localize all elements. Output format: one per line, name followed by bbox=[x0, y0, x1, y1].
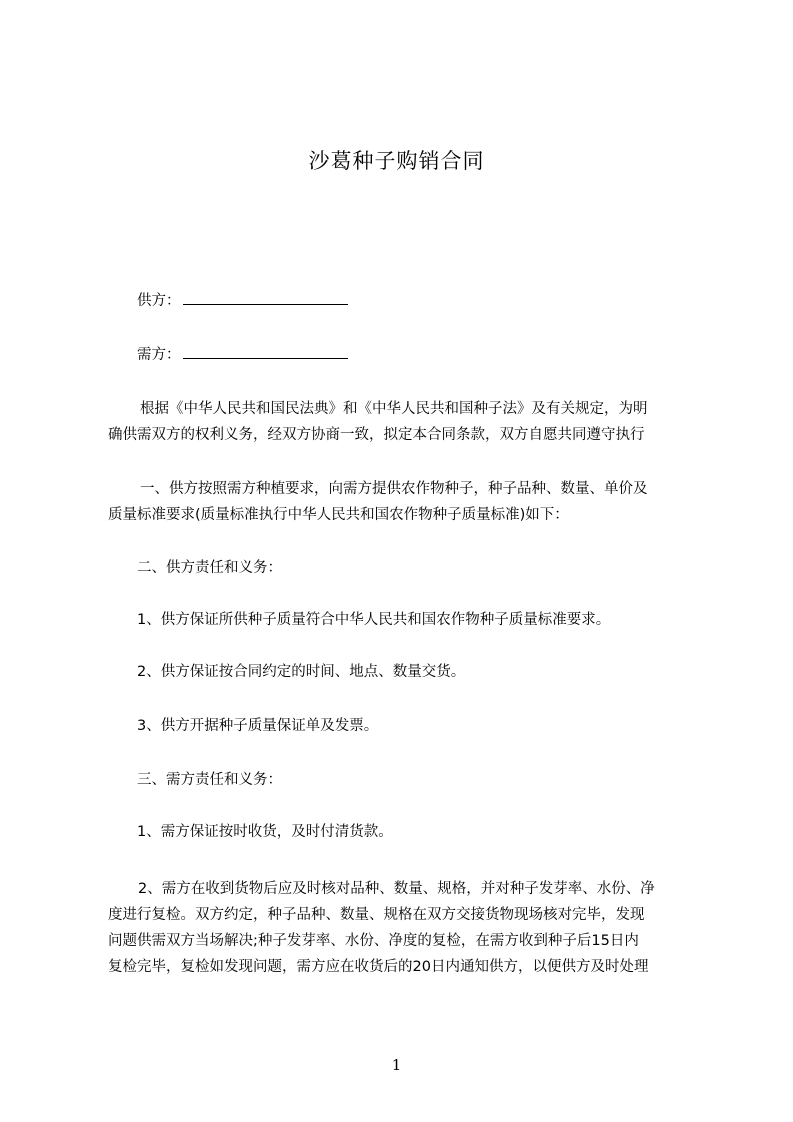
section-2-heading: 二、供方责任和义务： bbox=[137, 560, 282, 576]
intro-line: 根据《中华人民共和国民法典》和《中华人民共和国种子法》及有关规定，为明 bbox=[140, 401, 648, 417]
buyer-line bbox=[137, 344, 348, 365]
section-2-item-3: 3、供方开据种子质量保证单及发票。 bbox=[137, 718, 379, 734]
clause-1-paragraph bbox=[108, 476, 698, 528]
buyer-label: 需方： bbox=[137, 347, 181, 363]
supplier-line bbox=[137, 290, 348, 311]
section-3-item-2-line: 度进行复检。双方约定，种子品种、数量、规格在双方交接货物现场核对完毕，发现 bbox=[108, 907, 645, 923]
document-title: 沙葛种子购销合同 bbox=[308, 149, 485, 173]
buyer-blank bbox=[183, 344, 348, 359]
supplier-blank bbox=[183, 290, 348, 305]
intro-line: 确供需双方的权利义务，经双方协商一致，拟定本合同条款，双方自愿共同遵守执行 bbox=[108, 427, 645, 443]
section-3-item-1: 1、需方保证按时收货，及时付清货款。 bbox=[137, 824, 393, 840]
clause-1-line: 一、供方按照需方种植要求，向需方提供农作物种子，种子品种、数量、单价及 bbox=[140, 481, 648, 497]
clause-1-line: 质量标准要求(质量标准执行中华人民共和国农作物种子质量标准)如下： bbox=[108, 507, 569, 523]
section-3-heading: 三、需方责任和义务： bbox=[137, 772, 282, 788]
section-2-item-2: 2、供方保证按合同约定的时间、地点、数量交货。 bbox=[137, 664, 466, 680]
page-number: 1 bbox=[391, 1056, 402, 1074]
supplier-label: 供方： bbox=[137, 293, 181, 309]
intro-paragraph bbox=[108, 396, 698, 448]
section-3-item-2-paragraph bbox=[108, 876, 698, 980]
section-2-item-1: 1、供方保证所供种子质量符合中华人民共和国农作物种子质量标准要求。 bbox=[137, 612, 611, 628]
section-3-item-2-line: 2、需方在收到货物后应及时核对品种、数量、规格，并对种子发芽率、水份、净 bbox=[138, 881, 655, 897]
section-3-item-2-line: 复检完毕，复检如发现问题，需方应在收货后的20日内通知供方，以便供方及时处理 bbox=[108, 959, 649, 975]
section-3-item-2-line: 问题供需双方当场解决;种子发芽率、水份、净度的复检，在需方收到种子后15日内 bbox=[108, 933, 639, 949]
